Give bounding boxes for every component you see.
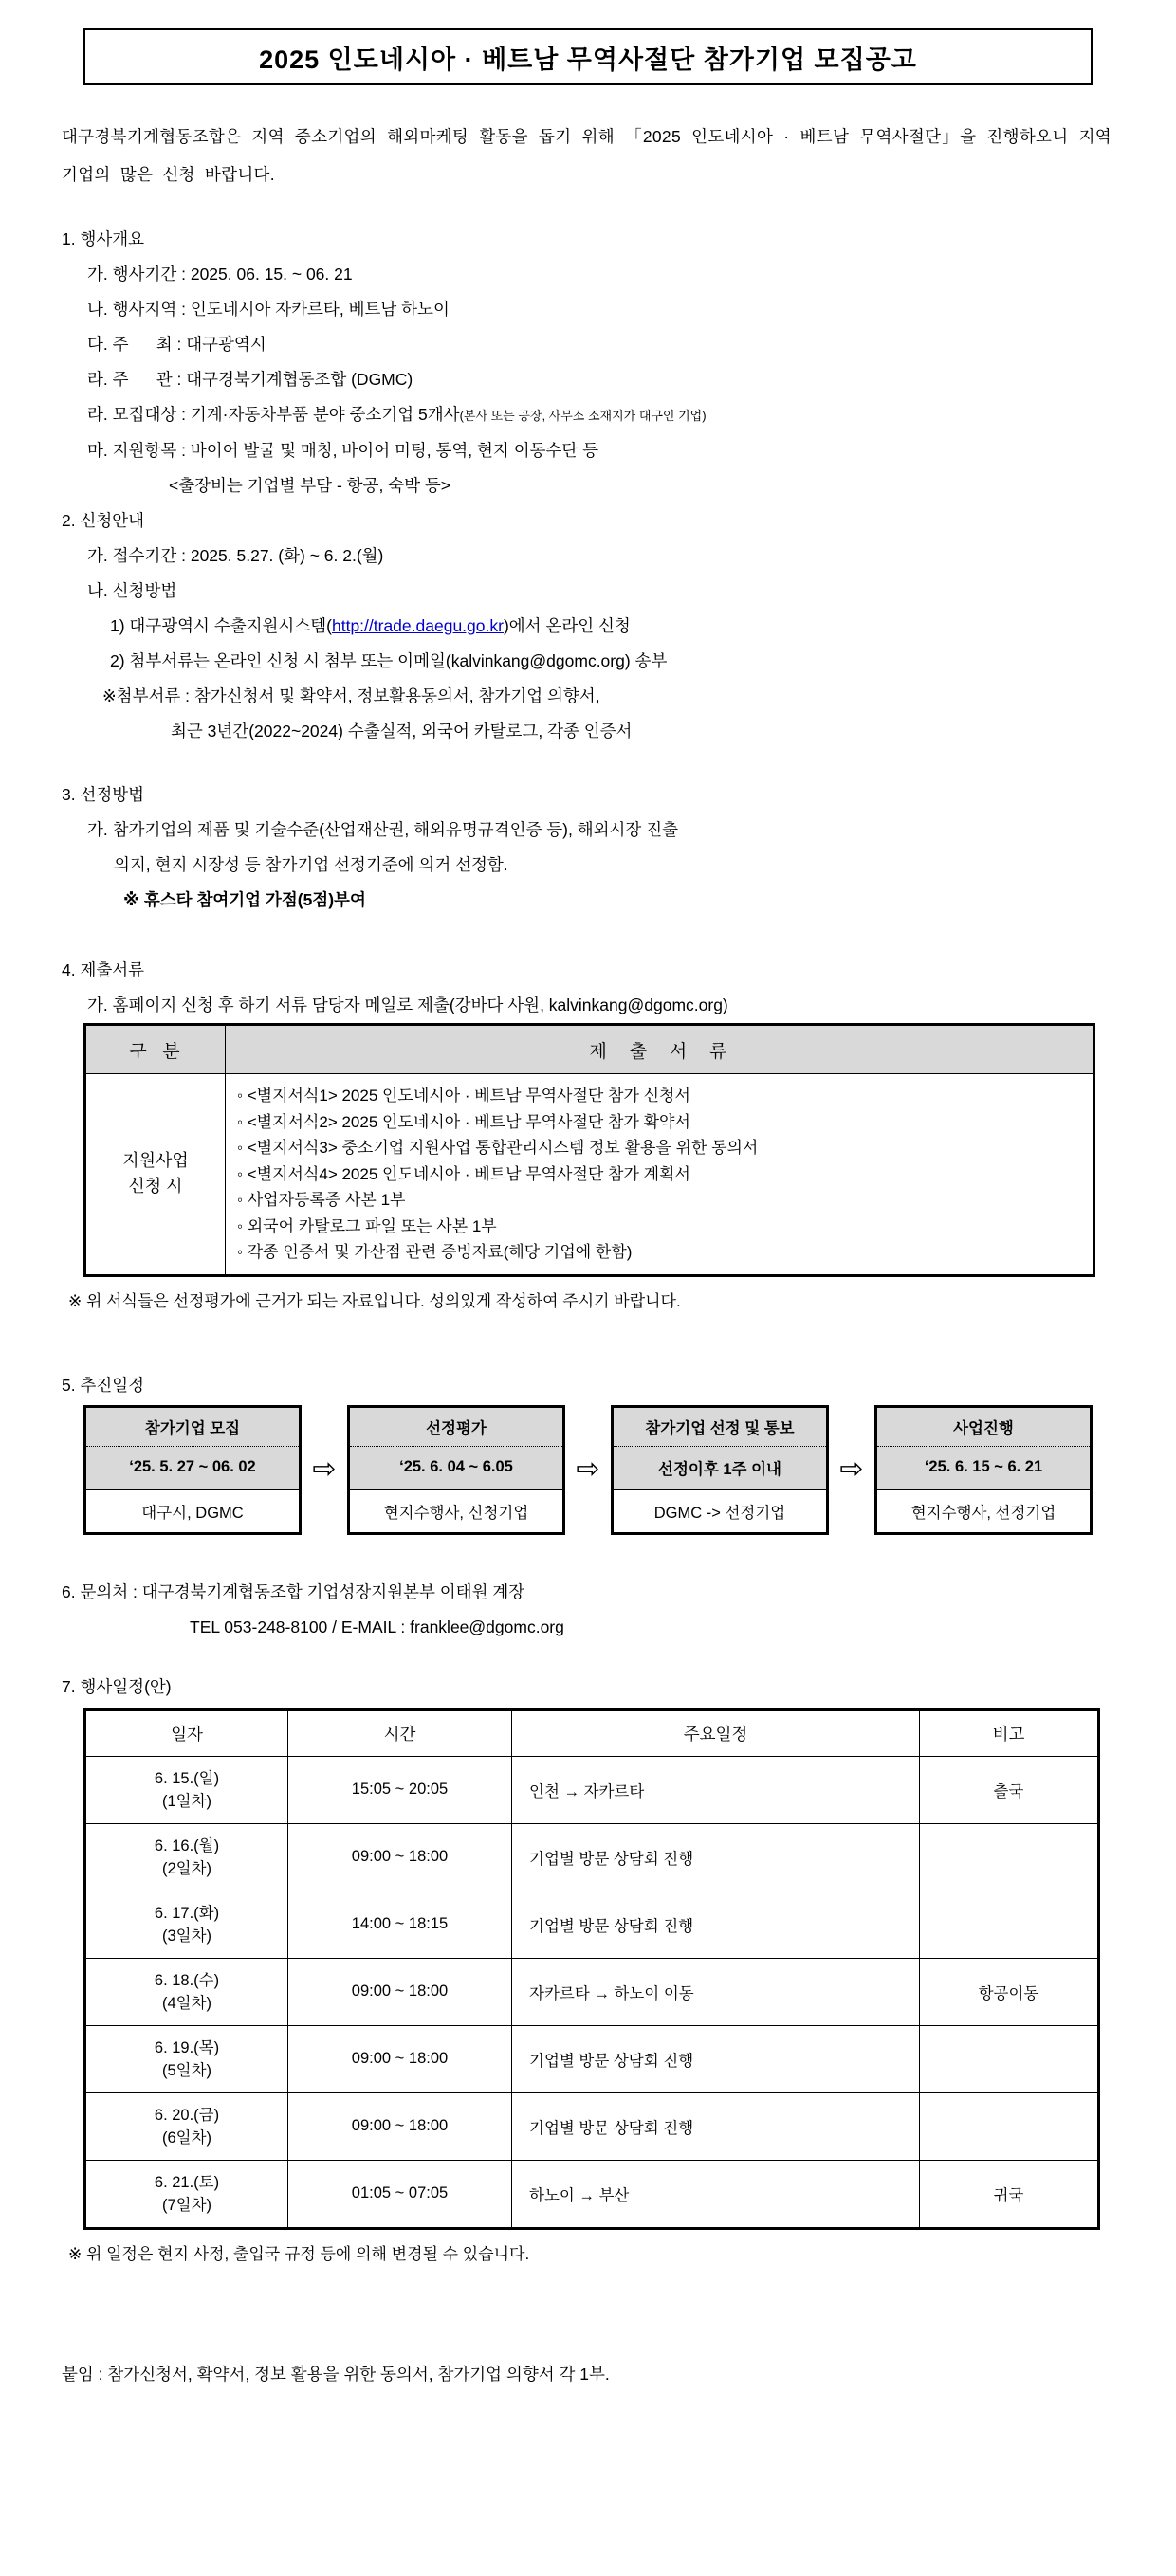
section4-heading: 4. 제출서류 [62,960,145,979]
section2-heading: 2. 신청안내 [62,511,145,530]
row-time: 01:05 ~ 07:05 [288,2160,512,2228]
schedule-change-note: ※ 위 일정은 현지 사정, 출입국 규정 등에 의해 변경될 수 있습니다. [68,2244,530,2263]
flow-step-evaluation [347,1405,565,1535]
flow-step-date: 선정이후 1주 이내 [614,1447,826,1490]
row-note [920,1891,1099,1958]
row-schedule: 하노이 → 부산 [512,2160,920,2228]
doc-table-header-row [85,1025,1094,1074]
doc-item: ◦ 각종 인증서 및 가산점 관련 증빙자료(해당 기업에 한함) [237,1243,633,1261]
section3-heading: 3. 선정방법 [62,785,145,804]
row-label-line1: 지원사업 [122,1151,189,1171]
flow-step-org: DGMC -> 선정기업 [614,1490,826,1532]
schedule-header-note: 비고 [920,1709,1099,1756]
page-title: 2025 인도네시아 · 베트남 무역사절단 참가기업 모집공고 [259,45,917,74]
row-date: 6. 15.(일) [154,1769,220,1787]
schedule-header-row [85,1709,1099,1756]
intro-paragraph: 대구경북기계협동조합은 지역 중소기업의 해외마케팅 활동을 돕기 위해 「2025 인도네시아 · 베트남 무역사절단」을 진행하오니 지역 기업의 많은 신청 바랍니다. [62,127,1122,184]
row-schedule: 기업별 방문 상담회 진행 [512,1823,920,1891]
flow-step-date: ‘25. 6. 15 ~ 6. 21 [877,1447,1090,1490]
schedule-row [85,2160,1099,2228]
selection-criteria-line1: 가. 참가기업의 제품 및 기술수준(산업재산권, 해외유명규격인증 등), 해외시장 진출 [87,820,679,839]
application-period: 가. 접수기간 : 2025. 5.27. (화) ~ 6. 2.(월) [87,546,384,565]
row-day: (3일차) [161,1927,212,1945]
doc-item: ◦ 외국어 카탈로그 파일 또는 사본 1부 [237,1216,497,1235]
schedule-header-time: 시간 [288,1709,512,1756]
application-method-label: 나. 신청방법 [87,581,177,600]
title-box [83,28,1093,85]
flow-step-date: ‘25. 6. 04 ~ 6.05 [350,1447,562,1490]
event-period: 가. 행사기간 : 2025. 06. 15. ~ 06. 21 [87,265,353,283]
schedule-row [85,1823,1099,1891]
contact-tel-email: TEL 053-248-8100 / E-MAIL : franklee@dgomc.org [190,1617,564,1636]
flow-step-title: 참가기업 선정 및 통보 [614,1408,826,1447]
schedule-row [85,1756,1099,1823]
row-note [920,1823,1099,1891]
row-date: 6. 21.(토) [154,2173,220,2191]
flow-step-title: 선정평가 [350,1408,562,1447]
submission-instruction: 가. 홈페이지 신청 후 하기 서류 담당자 메일로 제출(강바다 사원, kalvinkang@dgomc.org) [87,996,728,1014]
row-note: 귀국 [920,2160,1099,2228]
schedule-row [85,1891,1099,1958]
section5-heading: 5. 추진일정 [62,1375,145,1395]
doc-item: ◦ 사업자등록증 사본 1부 [237,1191,406,1209]
row-note: 출국 [920,1756,1099,1823]
row-day: (6일차) [161,2128,212,2147]
doc-list-cell [226,1074,1094,1276]
process-flow [83,1405,1093,1535]
row-date: 6. 17.(화) [154,1904,220,1922]
travel-cost-note: <출장비는 기업별 부담 - 항공, 숙박 등> [169,476,450,495]
row-schedule: 인천 → 자카르타 [512,1756,920,1823]
attachment-docs-note-2: 최근 3년간(2022~2024) 수출실적, 외국어 카탈로그, 각종 인증서 [171,722,633,740]
flow-step-org: 현지수행사, 신청기업 [350,1490,562,1532]
hustar-bonus-note: ※ 휴스타 참여기업 가점(5점)부여 [123,890,366,909]
submission-docs-table [83,1023,1095,1277]
flow-step-org: 대구시, DGMC [86,1490,299,1532]
row-note [920,2092,1099,2160]
schedule-row [85,2092,1099,2160]
row-schedule: 기업별 방문 상담회 진행 [512,2092,920,2160]
doc-item: ◦ <별지서식4> 2025 인도네시아 · 베트남 무역사절단 참가 계획서 [237,1164,690,1183]
row-schedule: 기업별 방문 상담회 진행 [512,2025,920,2092]
doc-item: ◦ <별지서식1> 2025 인도네시아 · 베트남 무역사절단 참가 신청서 [237,1087,690,1105]
flow-step-date: ‘25. 5. 27 ~ 06. 02 [86,1447,299,1490]
attachment-docs-note-1: ※첨부서류 : 참가신청서 및 확약서, 정보활용동의서, 참가기업 의향서, [102,686,600,705]
flow-arrow-icon: ⇨ [312,1453,337,1485]
row-day: (5일차) [161,2061,212,2079]
event-schedule-table [83,1708,1100,2230]
flow-arrow-icon: ⇨ [576,1453,600,1485]
flow-step-org: 현지수행사, 선정기업 [877,1490,1090,1532]
row-label-line2: 신청 시 [128,1177,183,1197]
schedule-header-date: 일자 [85,1709,288,1756]
row-date: 6. 20.(금) [154,2106,220,2124]
row-schedule: 기업별 방문 상담회 진행 [512,1891,920,1958]
event-host: 다. 주 최 : 대구광역시 [87,335,266,354]
event-organizer: 라. 주 관 : 대구경북기계협동조합 (DGMC) [87,370,413,389]
doc-item: ◦ <별지서식3> 중소기업 지원사업 통합관리시스템 정보 활용을 위한 동의서 [237,1139,759,1157]
application-method-email: 2) 첨부서류는 온라인 신청 시 첨부 또는 이메일(kalvinkang@dgomc.org) 송부 [110,651,668,670]
recruit-target [87,397,1176,433]
doc-item: ◦ <별지서식2> 2025 인도네시아 · 베트남 무역사절단 참가 확약서 [237,1112,690,1131]
flow-step-selection [611,1405,829,1535]
doc-table-body-row [85,1074,1094,1276]
row-day: (7일차) [161,2196,212,2214]
contact-line: 6. 문의처 : 대구경북기계협동조합 기업성장지원본부 이태원 계장 [62,1581,525,1601]
schedule-row [85,2025,1099,2092]
attachment-note: 붙임 : 참가신청서, 확약서, 정보 활용을 위한 동의서, 참가기업 의향서 각 1부. [62,2364,610,2384]
row-day: (1일차) [161,1792,212,1810]
row-time: 09:00 ~ 18:00 [288,2025,512,2092]
doc-table-header-documents: 제 출 서 류 [226,1025,1094,1074]
row-day: (2일차) [161,1859,212,1877]
schedule-header-main: 주요일정 [512,1709,920,1756]
trade-system-link[interactable]: http://trade.daegu.go.kr [331,616,504,635]
row-schedule: 자카르타 → 하노이 이동 [512,1958,920,2025]
row-time: 09:00 ~ 18:00 [288,1823,512,1891]
doc-table-row-label [85,1074,226,1276]
row-note [920,2025,1099,2092]
selection-criteria-line2: 의지, 현지 시장성 등 참가기업 선정기준에 의거 선정함. [114,855,508,874]
flow-arrow-icon: ⇨ [839,1453,864,1485]
row-note: 항공이동 [920,1958,1099,2025]
row-time: 15:05 ~ 20:05 [288,1756,512,1823]
row-date: 6. 19.(목) [154,2038,220,2056]
forms-evaluation-note: ※ 위 서식들은 선정평가에 근거가 되는 자료입니다. 성의있게 작성하여 주시기 바랍니다. [68,1291,681,1310]
method1-suffix: )에서 온라인 신청 [503,616,631,635]
section1-heading: 1. 행사개요 [62,229,145,248]
row-date: 6. 16.(월) [154,1836,220,1854]
row-time: 14:00 ~ 18:15 [288,1891,512,1958]
recruit-target-note: (본사 또는 공장, 사무소 소재지가 대구인 기업) [459,409,707,423]
support-items: 마. 지원항목 : 바이어 발굴 및 매칭, 바이어 미팅, 통역, 현지 이동수단 등 [87,441,599,460]
schedule-row [85,1958,1099,2025]
recruit-target-text: 라. 모집대상 : 기계·자동차부품 분야 중소기업 5개사 [87,405,460,424]
flow-step-recruit [83,1405,302,1535]
row-date: 6. 18.(수) [154,1971,220,1989]
event-region: 나. 행사지역 : 인도네시아 자카르타, 베트남 하노이 [87,300,450,319]
application-method-online [110,609,1176,644]
doc-table-header-category: 구 분 [85,1025,226,1074]
row-day: (4일차) [161,1994,212,2012]
section7-heading: 7. 행사일정(안) [62,1676,172,1696]
flow-step-title: 참가기업 모집 [86,1408,299,1447]
flow-step-title: 사업진행 [877,1408,1090,1447]
row-time: 09:00 ~ 18:00 [288,2092,512,2160]
row-time: 09:00 ~ 18:00 [288,1958,512,2025]
method1-prefix: 1) 대구광역시 수출지원시스템( [110,616,332,635]
flow-step-execution [874,1405,1093,1535]
